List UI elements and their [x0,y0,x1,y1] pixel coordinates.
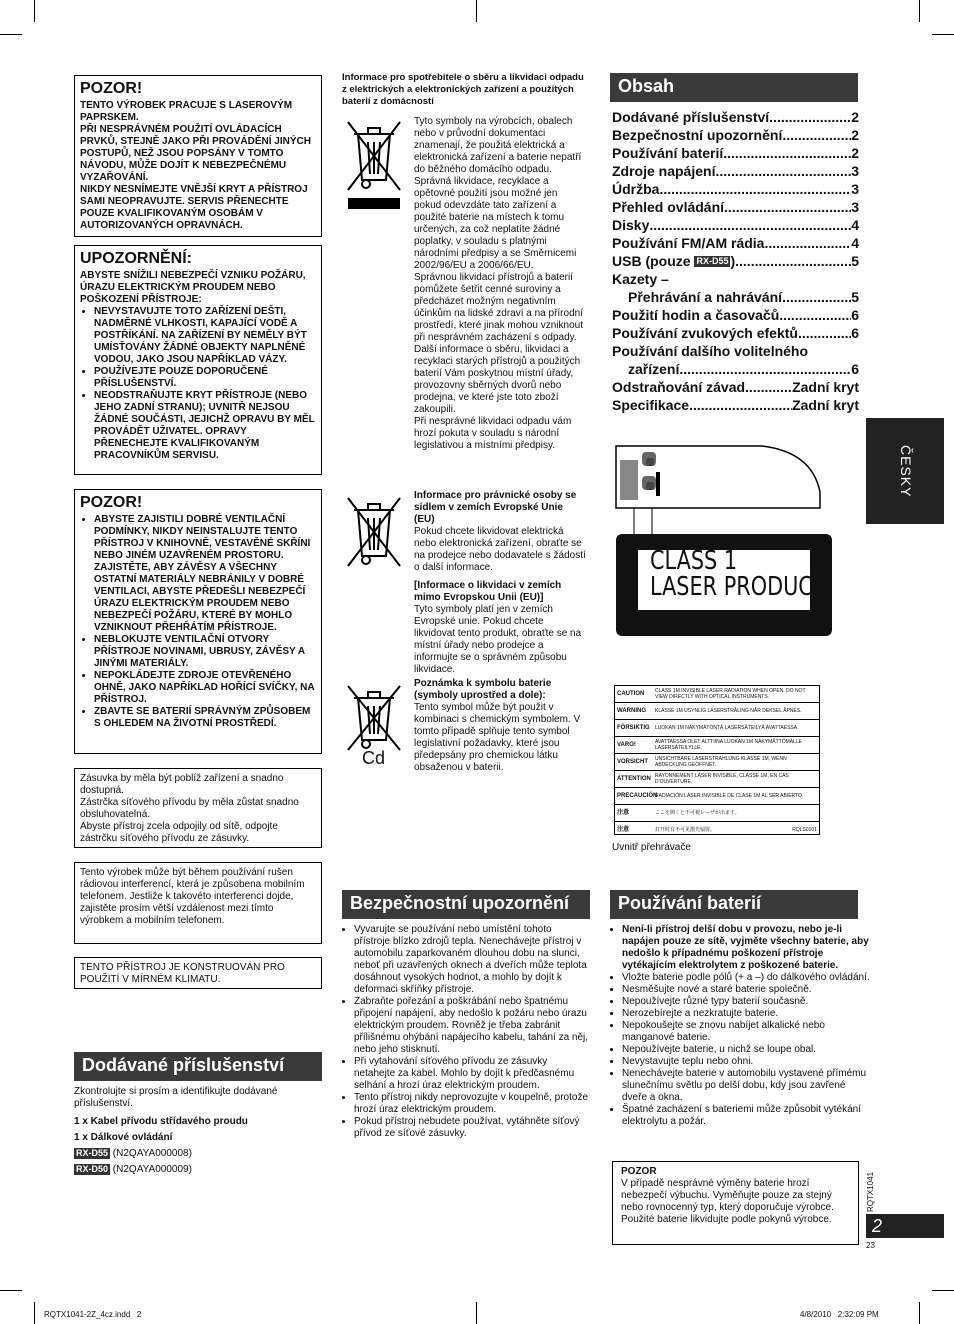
toc-page: 3 [851,199,859,215]
label-language: WARNING [617,708,646,714]
toc-entry[interactable] [612,198,859,216]
crop-mark [476,1302,477,1324]
list-item: • Nepoužívejte baterie, u nichž se loupe obal. [622,1044,870,1056]
warning-title: POZOR! [80,494,143,511]
toc-page: Zadní kryt [792,397,859,413]
doc-code: RQTX1041 [866,1171,875,1212]
toc-title: Přehrávání a nahrávání [628,289,783,305]
toc-title: Používání zvukových efektů [612,325,798,341]
footer-file: RQTX1041-2Z_4cz.indd 2 [44,1310,142,1319]
label-row [615,771,819,788]
toc-page: 6 [851,325,859,341]
toc-title: Přehled ovládání [612,199,725,215]
toc-entry[interactable] [612,396,859,414]
toc-leader [745,378,792,396]
laser-class-label [650,546,826,602]
label-row [615,737,819,754]
accessory-item: 1 x Dálkové ovládání [74,1132,173,1143]
list-item: • Nerozebírejte a nezkratujte baterie. [622,1008,870,1020]
list-item: • POUŽÍVEJTE POUZE DOPORUČENÉ PŘÍSLUŠENSTVÍ. [94,366,316,390]
list-item: • NEVYSTAVUJTE TOTO ZAŘÍZENÍ DEŠTI, NADMĚRNÉ VLHKOSTI, KAPAJÍCÍ VODĚ A POSTŘÍKÁNÍ. NA ZAŘÍZENÍ BY NEMĚLY BÝT UMÍSŤOVÁNY ŽÁDNÉ OBJEKTY NAPLNĚNÉ VODOU, JAKO JSOU NAPŘÍKLAD VÁZY. [94,306,316,366]
upozorneni-warning-box [74,245,322,475]
footer-date: 4/8/2010 2:32:09 PM [800,1310,879,1319]
disposal-text: Tyto symboly na výrobcích, obalech nebo v průvodní dokumentaci znamenají, že použitá elektrická a elektronická zařízení a baterie nepatří do běžného domácího odpadu. Správná likvidace, recyklace a opětovné použití jsou možné jen pokud odevzdáte tato zařízení a použité baterie na místech k tomu určených, za což neplatíte žádné poplatky, v souladu s platnými národními předpisy a se Směrnicemi 2002/96/EU a 2006/66/EU. Správnou likvidací přístrojů a baterií pomůžete šetřit cenné suroviny a předcházet možným negativním účinkům na lidské zdraví a na přírodní prostředí, které jinak mohou vzniknout při nesprávném zacházení s odpady. Další informace o sběru, likvidaci a recyklaci starých přístrojů a použitých baterií Vám poskytnou místní úřady, provozovny sběrných dvorů nebo prodejna, ve které jste toto zboží zakoupili. Při nesprávné likvidaci odpadu vám hrozí pokuta v souladu s národní legislativou a místními předpisy. [414,116,583,451]
toc-entry[interactable] [612,306,859,324]
toc-leader [798,324,851,342]
warning-text: PŘI NESPRÁVNÉM POUŽITÍ OVLÁDACÍCH PRVKŮ, STEJNĚ JAKO PŘI PROVÁDĚNÍ JINÝCH POSTUPŮ, NEŽ JSOU POPSÁNY V TOMTO NÁVODU, MŮŽE DOJÍT K NEBEZPEČNÉMU VYZAŘOVÁNÍ. [80,124,311,183]
label-language: ATTENTION [617,776,651,782]
label-text: CLASS 1M INVISIBLE LASER RADIATION WHEN OPEN. DO NOT VIEW DIRECTLY WITH OPTICAL INSTRUMENTS. [655,688,806,700]
crop-mark [0,34,22,35]
label-language: PRECAUCIÓN [617,793,658,799]
info-text: Tyto symboly platí jen v zemích Evropské unie. Pokud chcete likvidovat tento produkt, obraťte se na místní úřady nebo prodejce a informujte se o správném způsobu likvidace. [414,604,582,675]
climate-note-box [74,957,322,989]
toc-entry[interactable] [612,378,859,396]
note-text: Zástrčka síťového přívodu by měla zůstat snadno obsluhovatelná. [80,797,299,820]
toc-entry[interactable] [612,234,859,252]
list-item: • Špatné zacházení s bateriemi může způsobit vytékání elektrolytu a požár. [622,1104,870,1128]
list-item: • NEODSTRAŇUJTE KRYT PŘÍSTROJE (NEBO JEHO ZADNÍ STRANU); UVNITŘ NEJSOU ŽÁDNÉ SOUČÁSTI, JEJICHŽ OPRAVU BY MĚL PROVÁDĚT UŽIVATEL. OPRAVY PŘENECHEJTE KVALIFIKOVANÝM PRACOVNÍKŮM SERVISU. [94,390,316,462]
table-of-contents [612,108,859,414]
list-item: • Nesměšujte nové a staré baterie společně. [622,984,870,996]
toc-leader [779,306,851,324]
toc-page: Zadní kryt [792,379,859,395]
list-item: • ABYSTE ZAJISTILI DOBRÉ VENTILAČNÍ PODMÍNKY, NIKDY NEINSTALUJTE TENTO PŘÍSTROJ V KNIHOVNĚ, VESTAVĚNÉ SKŘÍNI NEBO JINÉM UZAVŘENÉM PROSTORU. ZAJISTĚTE, ABY ZÁVĚSY A VŠECHNY OSTATNÍ MATERIÁLY NEBRÁNILY V DOBRÉ VENTILACI, ABYSTE PŘEDEŠLI NEBEZPEČÍ ÚRAZU ELEKTRICKÝM PROUDEM NEBO NEBEZPEČÍ POŽÁRU, KTERÉ BY MOHLO VZNIKNOUT PŘEHŘÁTÍM PŘÍSTROJE. [94,514,316,634]
list-item: • Vložte baterie podle pólů (+ a –) do dálkového ovládání. [622,972,870,984]
toc-entry[interactable] [612,288,859,306]
language-label: ČESKY [898,444,914,498]
note-text: TENTO PŘÍSTROJ JE KONSTRUOVÁN PRO POUŽITÍ V MÍRNÉM KLIMATU. [80,962,285,985]
crop-mark [476,0,477,22]
warning-text: TENTO VÝROBEK PRACUJE S LASEROVÝM PAPRSKEM. [80,100,293,123]
note-text: Abyste přístroj zcela odpojily od sítě, odpojte zástrčku síťového přívodu ze zásuvky. [80,821,278,844]
list-item: • NEPOKLÁDEJTE ZDROJE OTEVŘENÉHO OHNĚ, JAKO NAPŘÍKLAD HOŘÍCÍ SVÍČKY, NA PŘÍSTROJ. [94,670,316,706]
toc-title: Použití hodin a časovačů [612,307,780,323]
device-illustration [612,442,858,642]
pozor-warning-box [74,75,322,237]
model-code: (N2QAYA000008) [112,1148,192,1159]
toc-title: Bezpečnostní upozornění [612,127,783,143]
warning-text: ABYSTE SNÍŽILI NEBEZPEČÍ VZNIKU POŽÁRU, ÚRAZU ELEKTRICKÝM PROUDEM NEBO POŠKOZENÍ PŘÍSTROJE: [80,270,306,305]
crop-mark [34,0,35,22]
list-item: • Vyvarujte se používání nebo umístění tohoto přístroje blízko zdrojů tepla. Nenechávejte přístroj v automobilu zaparkovaném dlouhou dobu na slunci, neboť při uzavřených oknech a dveřích může teplota dosáhnout vysokých hodnot, a mohlo by dojít k deformaci skříňky přístroje. [354,924,590,996]
toc-title: Používání dalšího volitelného [612,343,809,359]
eu-business-info [414,490,586,676]
list-item: • Není-li přístroj delší dobu v provozu, nebo je-li napájen pouze ze sítě, vyjměte všechny baterie, aby nedošlo k případnému poškození přístroje vytékajícím elektrolytem z poškozené baterie. [622,924,870,972]
toc-title: zařízení [628,361,680,377]
info-text: Tento symbol může být použit v kombinaci s chemickým symbolem. V tomto případě splňuje tento symbol legislativní požadavky, které jsou předepsány pro chemickou látku obsaženou v baterii. [414,702,581,773]
list-item: • Nevystavujte teplu nebo ohni. [622,1056,870,1068]
crop-mark [932,1290,954,1291]
label-row [615,686,819,703]
label-row [615,703,819,720]
crossed-bin-icon [342,490,406,572]
label-row [615,720,819,737]
toc-title: Disky [612,217,650,233]
disposal-heading: Informace pro spotřebitele o sběru a likvidaci odpadu z elektrických a elektronických zařízení a použitých baterií z domácností [342,72,584,107]
toc-title: Kazety – [612,271,669,287]
toc-leader [715,162,851,180]
interference-note-box [74,862,322,944]
toc-entry[interactable] [612,252,859,270]
label-text: UNSICHTBARE LASERSTRAHLUNG KLASSE 1M, WENN ABDECKUNG GEÖFFNET. [655,756,787,768]
toc-page: 2 [851,109,859,125]
toc-page: 6 [851,307,859,323]
toc-entry[interactable] [612,324,859,342]
toc-page: 4 [851,217,859,233]
pozor-ventilation-box [74,489,322,754]
page-sub-number: 23 [866,1241,875,1250]
label-row [615,788,819,805]
cadmium-symbol: Cd [362,748,386,768]
batteries-list [610,924,870,1128]
label-text: LUOKAN 1M NÄKYMÄTÖNTÄ LASERSÄTEILYÄ AVATTAESSA. [655,725,799,731]
list-item: • Nenechávejte baterie v automobilu vystavené přímému slunečnímu světlu po delší dobu, kdy jsou zavřené dveře a okna. [622,1068,870,1104]
warning-text: NIKDY NESNÍMEJTE VNĚJŠÍ KRYT A PŘÍSTROJ SAMI NEOPRAVUJTE. SERVIS PŘENECHTE POUZE KVALIFIKOVANÝM OSOBÁM V AUTORIZOVANÝCH OPRAVNÁCH. [80,184,308,231]
page-number: 2 [866,1214,944,1238]
accessories-section [74,1086,322,1176]
toc-title: Používání FM/AM rádia [612,235,765,251]
toc-leader [679,360,851,378]
list-item: • Zabraňte pořezání a poškrábání nebo špatnému připojení napájení, aby nedošlo k požáru nebo úrazu elektrickým proudem. Rovněž je třeba zabránit přílišnému ohýbání napájecího kabelu, tahání za něj, nebo jeho stisknutí. [354,996,590,1056]
language-tab [866,418,944,524]
label-language: 注意 [617,827,630,833]
toc-entry[interactable] [612,126,859,144]
label-text: AVATTAESSA OLET ALTTIINA LUOKAN 1M NÄKYMÄTTÖMÄLLE LASERSÄTEILYLLE. [655,739,802,751]
laser-class-line: LASER PRODUCT [650,572,826,602]
plug-note-box [74,768,322,848]
accessories-intro: Zkontrolujte si prosím a identifikujte dodávané příslušenství. [74,1086,278,1109]
toc-page: 5 [851,253,859,269]
toc-title: Specifikace [612,397,690,413]
label-language: VORSICHT [617,759,649,765]
toc-entry[interactable] [612,144,859,162]
info-text: Pokud chcete likvidovat elektrická nebo elektronická zařízení, obraťte se na prodejce nebo dodavatele s žádostí o další informace. [414,526,586,573]
toc-title: Odstraňování závad [612,379,746,395]
toc-leader [723,144,851,162]
battery-symbol-note [414,678,586,774]
toc-title-suffix: ) [730,253,736,269]
crop-mark [34,1302,35,1324]
warning-title: POZOR! [80,80,143,97]
toc-leader [782,288,851,306]
battery-pozor-box [612,1161,859,1245]
toc-entry[interactable] [612,162,859,180]
label-caption: Uvnitř přehrávače [612,842,691,853]
laser-class-line: CLASS 1 [650,546,738,576]
toc-entry[interactable] [612,108,859,126]
warning-text: V případě nesprávné výměny baterie hrozí nebezpečí výbuchu. Vyměňujte pouze za stejný nebo rovnocenný typ, který doporučuje výrobce. Použité baterie likvidujte podle pokynů výrobce. [621,1178,834,1225]
model-badge: RX-D55 [76,1148,109,1158]
label-text: KLASSE 1M USYNLIG LASERSTRÅLING NÅR DEKSEL ÅPNES. [655,708,802,714]
label-row [615,805,819,822]
toc-heading: Obsah [610,73,858,102]
toc-leader [764,234,851,252]
toc-entry[interactable] [612,180,859,198]
safety-heading: Bezpečnostní upozornění [342,890,590,919]
label-text: RAYONNEMENT LASER INVISIBLE, CLASSE 1M, EN CAS D'OUVERTURE. [655,773,789,785]
toc-title: USB (pouze [612,253,691,269]
list-item: • Nepoužívejte různé typy baterií současně. [622,996,870,1008]
label-language: VARO! [617,742,636,748]
remote-model-row [74,1148,322,1160]
label-text: 打开时有不可见激光辐射。 [655,827,716,833]
toc-entry[interactable] [612,360,859,378]
toc-leader [724,198,851,216]
label-row [615,822,819,838]
list-item: • Tento přístroj nikdy neprovozujte v koupelně, protože hrozí úraz elektrickým proudem. [354,1092,590,1116]
crop-mark [932,34,954,35]
model-badge: RX-D55 [696,255,729,266]
remote-model-row [74,1164,322,1176]
toc-title: Zdroje napájení [612,163,716,179]
toc-title: Dodávané příslušenství [612,109,770,125]
toc-leader [769,108,851,126]
toc-page: 3 [851,163,859,179]
toc-leader [649,216,851,234]
label-language: FÖRSIKTIG [617,725,650,731]
note-text: Zásuvka by měla být poblíž zařízení a snadno dostupná. [80,773,284,796]
label-language: CAUTION [617,691,645,697]
info-title: Poznámka k symbolu baterie (symboly uprostřed a dole): [414,678,552,701]
toc-page: 3 [851,181,859,197]
label-code: RQLS0101 [792,827,817,833]
crop-mark [0,1290,22,1291]
safety-list [342,924,590,1140]
toc-page: 6 [851,361,859,377]
list-item: • ZBAVTE SE BATERIÍ SPRÁVNÝM ZPŮSOBEM S OHLEDEM NA ŽIVOTNÍ PROSTŘEDÍ. [94,706,316,730]
warning-list [80,514,316,730]
accessories-heading: Dodávané příslušenství [74,1052,322,1081]
toc-leader [689,396,792,414]
accessory-item: 1 x Kabel přívodu střídavého proudu [74,1116,248,1127]
list-item: • Pokud přístroj nebudete používat, vytáhněte síťový přívod ze síťové zásuvky. [354,1116,590,1140]
list-item: • Při vytahování síťového přívodu ze zásuvky netahejte za kabel. Mohlo by dojít k předčasnému selhání a hrozí úraz elektrickým proudem. [354,1056,590,1092]
warning-list [80,306,316,462]
toc-entry[interactable] [612,270,859,288]
laser-warning-label [614,685,820,835]
toc-title: Používání baterií [612,145,724,161]
toc-leader [735,252,851,270]
label-language: 注意 [617,810,630,816]
toc-page: 2 [851,145,859,161]
list-item: • Nepokoušejte se znovu nabíjet alkalické nebo manganové baterie. [622,1020,870,1044]
label-text: RADIACIÓN LÁSER INVISIBLE DE CLASE 1M AL SER ABIERTO. [655,793,804,799]
toc-page: 2 [851,127,859,143]
toc-title: Údržba [612,181,660,197]
info-title: [Informace o likvidaci v zemích mimo Evropskou Unii (EU)] [414,580,562,603]
model-code: (N2QAYA000009) [112,1164,192,1175]
label-text: ここを開くと不可視レーザが出ます。 [655,810,740,816]
toc-entry[interactable] [612,342,859,360]
crop-mark [919,0,920,22]
warning-title: POZOR [621,1166,657,1177]
crop-mark [919,1302,920,1324]
toc-leader [782,126,851,144]
toc-page: 4 [851,235,859,251]
model-badge: RX-D50 [76,1164,109,1174]
list-item: • NEBLOKUJTE VENTILAČNÍ OTVORY PŘÍSTROJE NOVINAMI, UBRUSY, ZÁVĚSY A JINÝMI MATERIÁLY. [94,634,316,670]
toc-page: 5 [851,289,859,305]
batteries-heading: Používání baterií [610,890,858,919]
label-row [615,754,819,771]
info-title: Informace pro právnické osoby se sídlem v zemích Evropské Unie (EU) [414,490,577,525]
toc-entry[interactable] [612,216,859,234]
note-text: Tento výrobek může být během používání rušen rádiovou interferencí, která je způsobena mobilním telefonem. Jestliže k takovéto interferenci dojde, zajistěte prosím větší vzdálenost mezi tímto výrobkem a mobilním telefonem. [80,867,305,926]
warning-title: UPOZORNĚNÍ: [80,250,192,267]
toc-leader [659,180,851,198]
crossed-bin-icon [342,114,406,210]
